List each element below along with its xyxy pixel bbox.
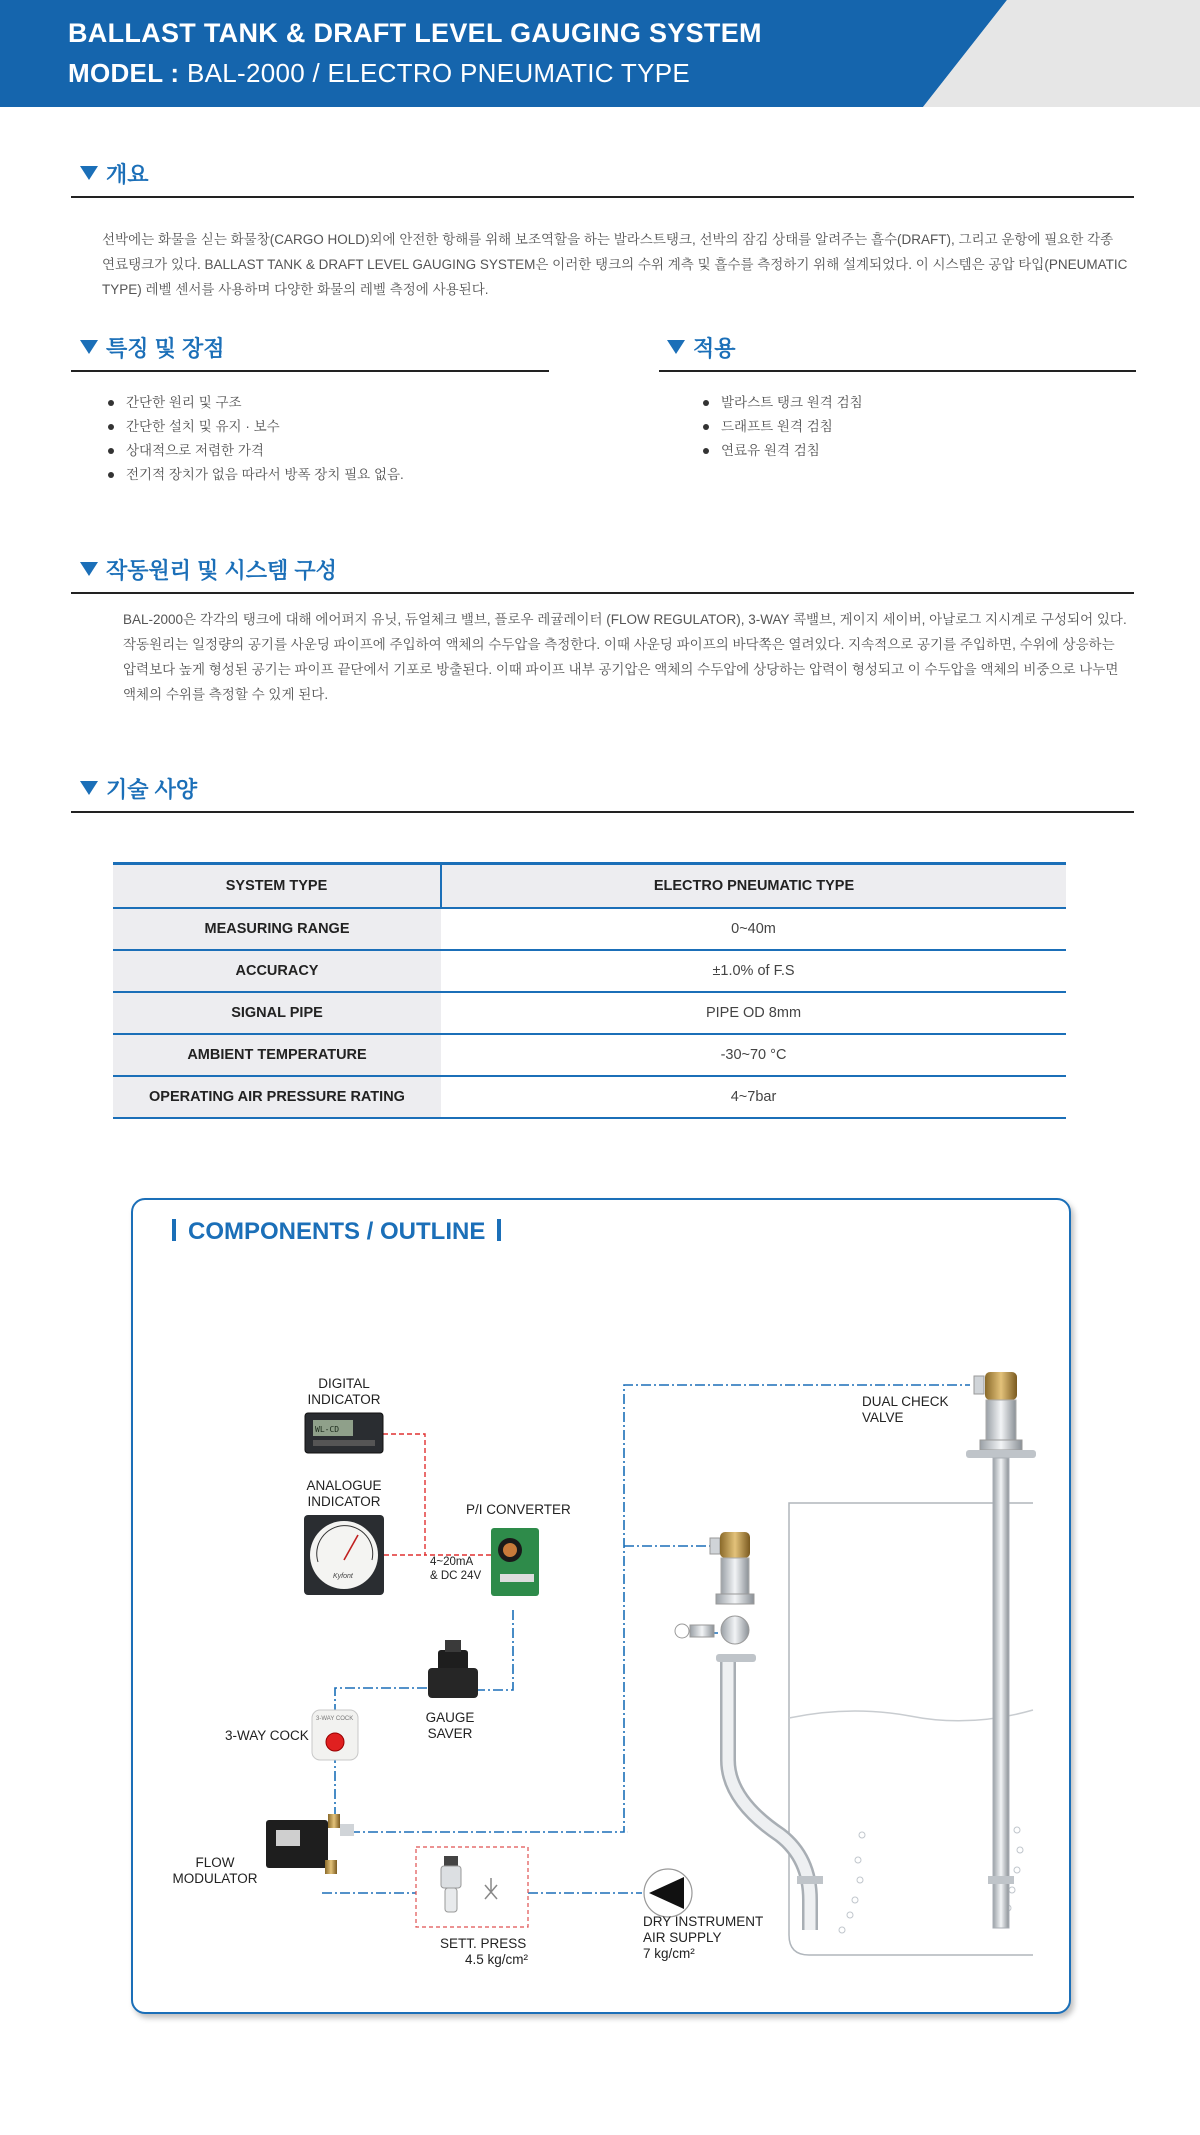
middle-check-valve — [675, 1532, 823, 1930]
label-flow-modulator: FLOW MODULATOR — [172, 1855, 258, 1886]
table-cell-key: SIGNAL PIPE — [113, 992, 441, 1034]
table-cell-key: MEASURING RANGE — [113, 908, 441, 950]
list-item: 간단한 원리 및 구조 — [108, 391, 404, 415]
table-cell-key: ACCURACY — [113, 950, 441, 992]
overview-text: 선박에는 화물을 싣는 화물창(CARGO HOLD)외에 안전한 항해를 위해 보조역할을 하는 발라스트탱크, 선박의 잠김 상태를 알려주는 흘수(DRAFT), 그리고 운항에 필요한 각종 연료탱크가 있다. BALLAST TANK & DRAFT LEVEL GAUGING SYSTEM은 이러한 탱크의 수위 계측 및 흘수를 측정하기 위해 설계되었다. 이 시스템은 공압 타입(PNEUMATIC TYPE) 레벨 센서를 사용하며 다양한 화물의 레벨 측정에 사용된다. — [102, 232, 1128, 297]
svg-text:Kyfont: Kyfont — [333, 1573, 353, 1580]
table-cell-key: SYSTEM TYPE — [113, 864, 441, 909]
table-cell-key: OPERATING AIR PRESSURE RATING — [113, 1076, 441, 1118]
gauge-saver — [428, 1640, 478, 1698]
digital-indicator — [305, 1413, 383, 1453]
table-cell-value: ±1.0% of F.S — [441, 950, 1066, 992]
label-analogue-indicator: ANALOGUE INDICATOR — [306, 1478, 382, 1509]
list-item: 전기적 장치가 없음 따라서 방폭 장치 필요 없음. — [108, 463, 404, 487]
air-supply-symbol — [644, 1869, 692, 1917]
page-title: BALLAST TANK & DRAFT LEVEL GAUGING SYSTEM — [68, 18, 762, 48]
principle-text: BAL-2000은 각각의 탱크에 대해 에어퍼지 유닛, 듀얼체크 밸브, 플로우 레귤레이터 (FLOW REGULATOR), 3-WAY 콕밸브, 게이지 세이버, 아날로그 지시계로 구성되어 있다. 작동원리는 일정량의 공기를 사운딩 파이프에 주입하여 액체의 수두압을 측정한다. 이때 사운딩 파이프의 바닥쪽은 열려있다. 지속적으로 공기를 주입하면, 수위에 상응하는 압력보다 높게 형성된 공기는 파이프 끝단에서 기포로 방출된다. 이때 파이프 내부 공기압은 액체의 수두압에 상당하는 압력이 형성되고 이 수두압을 액체의 비중으로 나누면 액체의 수위를 측정할 수 있게 된다. — [123, 612, 1127, 702]
overview-heading: 개요 — [80, 158, 149, 189]
label-pi-converter: P/I CONVERTER — [466, 1502, 571, 1517]
list-item: 연료유 원격 검침 — [703, 439, 863, 463]
filter-regulator — [441, 1856, 461, 1912]
signal-lines — [383, 1434, 491, 1555]
principle-heading: 작동원리 및 시스템 구성 — [80, 554, 337, 585]
pneumatic-lines — [322, 1385, 970, 1893]
table-cell-value: 0~40m — [441, 908, 1066, 950]
label-digital-indicator: DIGITAL INDICATOR — [307, 1376, 381, 1407]
table-cell-value: PIPE OD 8mm — [441, 992, 1066, 1034]
needle-valve — [485, 1878, 497, 1899]
model-line: MODEL : BAL-2000 / ELECTRO PNEUMATIC TYPE — [68, 58, 691, 88]
label-dry-air-supply: DRY INSTRUMENT AIR SUPPLY 7 kg/cm² — [643, 1914, 764, 1961]
label-dual-check-valve: DUAL CHECK VALVE — [862, 1394, 949, 1425]
table-cell-key: AMBIENT TEMPERATURE — [113, 1034, 441, 1076]
features-heading: 특징 및 장점 — [80, 332, 225, 363]
label-signal: 4~20mA & DC 24V — [430, 1556, 482, 1582]
list-item: 드래프트 원격 검침 — [703, 415, 863, 439]
table-cell-value: 4~7bar — [441, 1076, 1066, 1118]
list-item: 간단한 설치 및 유지 · 보수 — [108, 415, 404, 439]
flow-modulator — [266, 1814, 354, 1874]
label-gauge-saver: GAUGE SAVER — [425, 1710, 475, 1741]
label-sett-press: SETT. PRESS 4.5 kg/cm² — [440, 1936, 529, 1967]
list-item: 상대적으로 저렴한 가격 — [108, 439, 404, 463]
three-way-cock — [312, 1710, 358, 1760]
components-title: COMPONENTS / OUTLINE — [172, 1218, 513, 1246]
pi-converter — [491, 1528, 539, 1596]
specs-heading: 기술 사양 — [80, 773, 197, 804]
applications-heading: 적용 — [667, 332, 736, 363]
table-cell-value: -30~70 °C — [441, 1034, 1066, 1076]
analogue-indicator — [304, 1515, 384, 1595]
sett-press-box — [416, 1847, 528, 1927]
label-three-way-cock: 3-WAY COCK — [225, 1728, 309, 1743]
list-item: 발라스트 탱크 원격 검침 — [703, 391, 863, 415]
svg-text:3-WAY COCK: 3-WAY COCK — [316, 1716, 354, 1722]
dual-check-valve — [966, 1372, 1036, 1928]
svg-text:WL-CD: WL-CD — [315, 1425, 340, 1434]
table-cell-value: ELECTRO PNEUMATIC TYPE — [441, 864, 1066, 909]
